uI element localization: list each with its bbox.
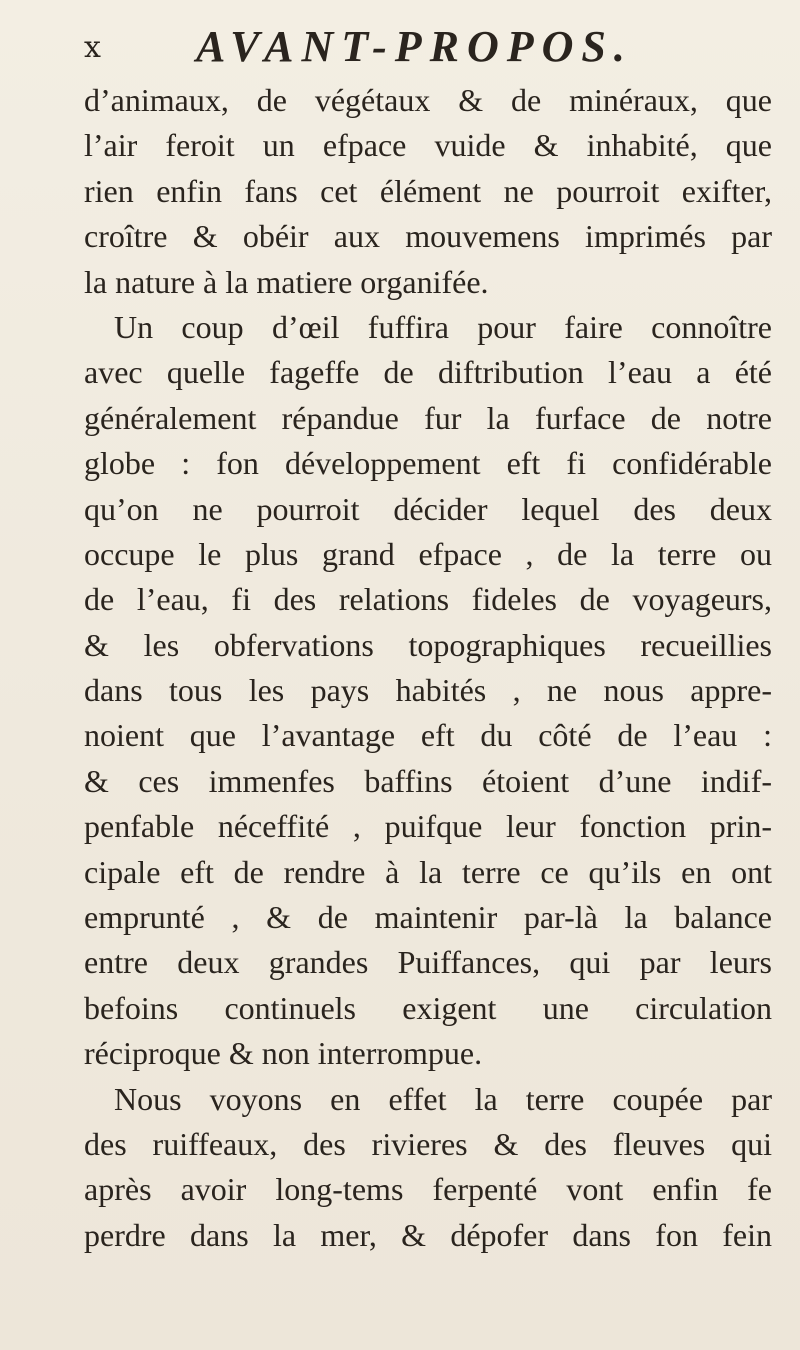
text-line: cipale eft de rendre à la terre ce qu’ils en ont bbox=[84, 853, 772, 890]
text-line: befoins continuels exigent une circulation bbox=[84, 989, 772, 1026]
text-line: des ruiffeaux, des rivieres & des fleuves qui bbox=[84, 1125, 772, 1162]
text-line: dans tous les pays habités , ne nous appre- bbox=[84, 672, 772, 709]
text-line: d’animaux, de végétaux & de minéraux, que bbox=[84, 82, 772, 118]
text-line: de l’eau, fi des relations fideles de voyageurs, bbox=[84, 581, 772, 618]
text-line: occupe le plus grand efpace , de la terre ou bbox=[84, 535, 772, 572]
text-line: l’air feroit un efpace vuide & inhabité, que bbox=[84, 127, 772, 164]
text-line: penfable néceffité , puifque leur fonction prin- bbox=[84, 808, 772, 845]
text-line: qu’on ne pourroit décider lequel des deux bbox=[84, 490, 772, 527]
text-line: & ces immenfes baffins étoient d’une indif- bbox=[84, 762, 772, 799]
page-number: x bbox=[84, 30, 102, 65]
text-line: perdre dans la mer, & dépofer dans fon fein bbox=[84, 1216, 772, 1253]
body-text bbox=[84, 78, 772, 1258]
text-line: Nous voyons en effet la terre coupée par bbox=[114, 1080, 772, 1117]
text-line: réciproque & non interrompue. bbox=[84, 1035, 483, 1072]
text-line: entre deux grandes Puiffances, qui par leurs bbox=[84, 944, 772, 981]
text-line: la nature à la matiere organifée. bbox=[84, 263, 489, 300]
running-head: AVANT-PROPOS. bbox=[196, 22, 633, 71]
text-line: généralement répandue fur la furface de notre bbox=[84, 399, 772, 436]
text-line: croître & obéir aux mouvemens imprimés par bbox=[84, 218, 772, 255]
text-line: noient que l’avantage eft du côté de l’eau : bbox=[84, 717, 772, 754]
text-line: emprunté , & de maintenir par-là la balance bbox=[84, 899, 772, 936]
text-line: avec quelle fageffe de diftribution l’eau a été bbox=[84, 354, 772, 391]
text-line: globe : fon développement eft fi confidérable bbox=[84, 445, 772, 482]
text-line: & les obfervations topographiques recueillies bbox=[84, 626, 772, 663]
text-line: rien enfin fans cet élément ne pourroit exifter, bbox=[84, 172, 772, 209]
text-line: Un coup d’œil fuffira pour faire connoître bbox=[114, 308, 772, 345]
text-line: après avoir long-tems ferpenté vont enfin fe bbox=[84, 1171, 772, 1208]
